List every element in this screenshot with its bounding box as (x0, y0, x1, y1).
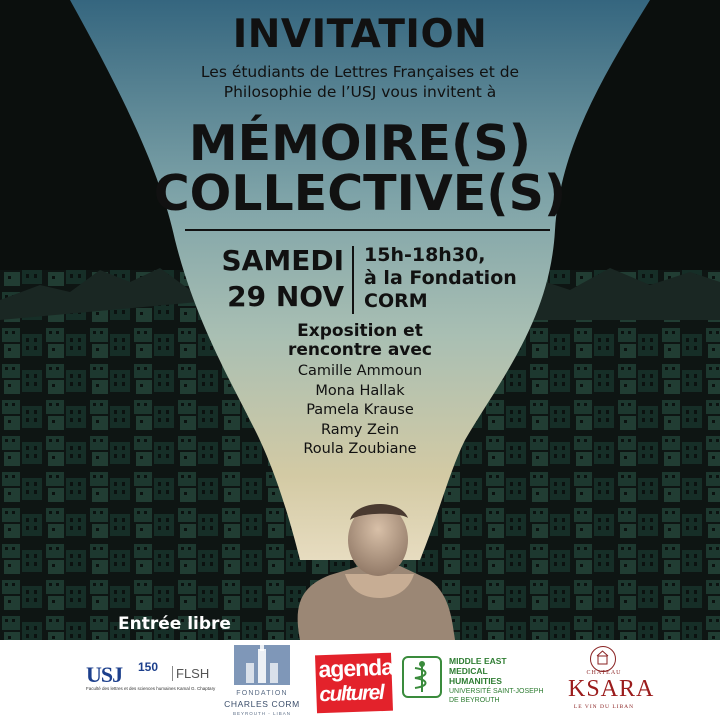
ksara-crest-icon (590, 646, 616, 672)
meh-university-line-1: UNIVERSITÉ SAINT-JOSEPH (449, 688, 544, 695)
participants-list (250, 362, 470, 460)
meh-title-line-3: HUMANITIES (449, 676, 502, 686)
sponsor-logos-strip (0, 640, 720, 720)
free-entry-label: Entrée libre (118, 614, 231, 634)
participant-name: Ramy Zein (320, 421, 400, 438)
participant-name: Mona Hallak (315, 382, 405, 399)
usj-anniversary-badge: 150 (138, 660, 159, 674)
caduceus-emblem-icon (402, 656, 442, 698)
meh-title-line-2: MEDICAL (449, 666, 488, 676)
usj-wordmark: USJ (86, 662, 123, 687)
usj-faculty-label: FLSH (172, 666, 209, 681)
activity-line-1: Exposition et (297, 321, 423, 341)
invitation-heading: INVITATION (232, 12, 488, 57)
fondation-charles-corm-logo (222, 645, 302, 717)
participant-name: Camille Ammoun (297, 363, 423, 379)
date-divider (352, 246, 354, 314)
fondation-building-icon (234, 645, 290, 685)
usj-logo (86, 662, 216, 702)
fondation-label: FONDATION (236, 690, 288, 697)
event-title-line-2: COLLECTIVE(S) (153, 165, 567, 222)
event-time: 15h-18h30, (364, 244, 486, 266)
event-title-line-1: MÉMOIRE(S) (188, 115, 532, 172)
participant-name: Roula Zoubiane (303, 441, 417, 457)
chateau-ksara-logo (568, 644, 655, 716)
usj-fine-print: Faculté des lettres et des sciences humaines Kamal G. Chaptary (86, 686, 216, 691)
participant-name: Pamela Krause (306, 402, 414, 418)
event-venue-line-1: à la Fondation (364, 267, 517, 289)
agenda-word: agenda (318, 653, 394, 683)
culturel-word: culturel (318, 680, 384, 707)
title-divider (185, 229, 550, 231)
meh-university-line-2: DE BEYROUTH (449, 697, 500, 704)
activity-line-2: rencontre avec (288, 340, 432, 360)
ksara-chateau-label: CHATEAU (586, 670, 622, 676)
subtitle-line: Philosophie de l’USJ vous invitent à (223, 83, 497, 101)
ksara-wordmark: KSARA (568, 676, 655, 702)
middle-east-medical-humanities-logo (402, 656, 562, 706)
event-venue-line-2: CORM (364, 290, 428, 312)
invitation-subtitle (120, 62, 600, 102)
subtitle-line: Les étudiants de Lettres Françaises et de (200, 63, 520, 81)
date-date: 29 NOV (227, 280, 344, 313)
date-day: SAMEDI (221, 244, 344, 277)
fondation-location: BEYROUTH - LIBAN (232, 711, 291, 716)
agenda-culturel-logo (315, 653, 393, 714)
fondation-name: CHARLES CORM (224, 699, 300, 709)
ksara-tagline: LE VIN DU LIBAN (573, 704, 635, 710)
meh-title-line-1: MIDDLE EAST (449, 656, 507, 666)
